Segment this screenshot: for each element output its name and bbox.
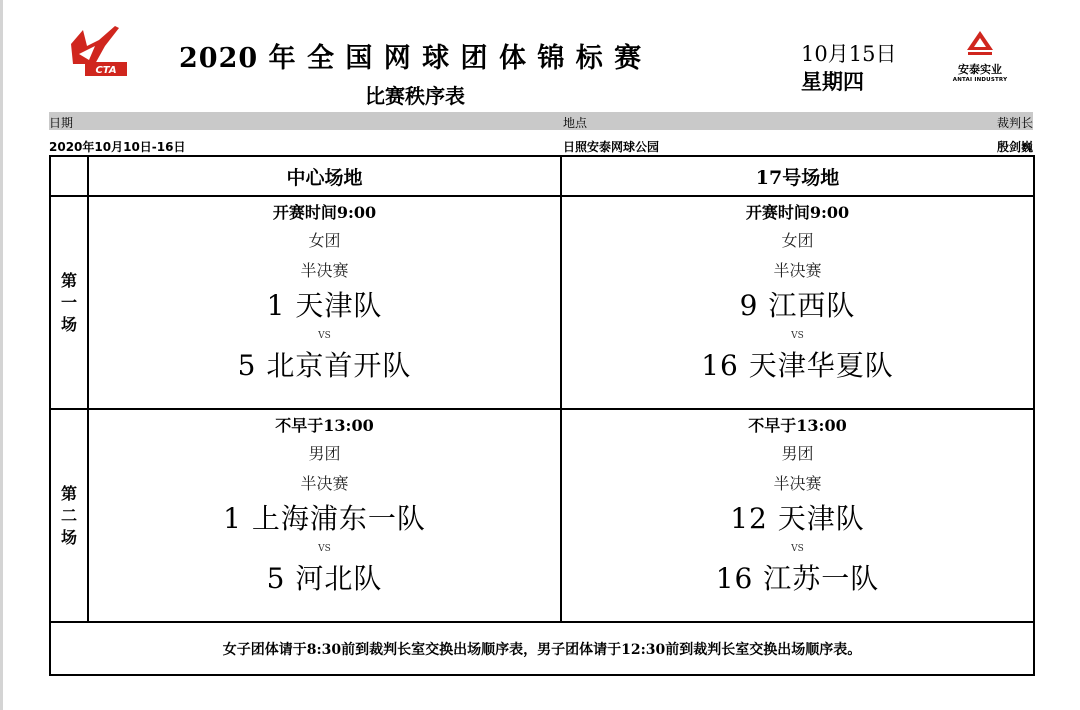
team-two: 16 江苏一队	[715, 562, 880, 596]
schedule-table	[49, 155, 1035, 676]
round-label: 第 一 场	[50, 196, 88, 409]
match-stage: 半决赛	[300, 261, 349, 281]
info-label-bar	[49, 112, 1033, 130]
info-value-row	[49, 136, 1033, 154]
footer-row	[50, 622, 1034, 675]
team-one: 1 天津队	[266, 289, 383, 323]
round-label: 第 二 场	[50, 409, 88, 622]
match-time: 开赛时间9:00	[745, 203, 850, 223]
team-two: 5 河北队	[266, 562, 383, 596]
referee-label: 裁判长	[996, 116, 1033, 130]
date-label: 日期	[49, 116, 74, 130]
team-one: 12 天津队	[730, 502, 865, 536]
match-category: 女团	[308, 231, 341, 251]
event-title: 2020 年 全 国 网 球 团 体 锦 标 赛	[179, 43, 643, 74]
court-header-row	[50, 156, 1034, 196]
match-date: 10月15日	[801, 42, 897, 66]
versus-label: VS	[791, 544, 804, 555]
header-corner-cell	[50, 156, 88, 196]
viewer-left-edge	[0, 0, 3, 710]
footer-note: 女子团体请于8:30前到裁判长室交换出场顺序表，男子团体请于12:30前到裁判长室交换出场顺序表。	[50, 622, 1034, 675]
court-header: 中心场地	[88, 156, 561, 196]
referee-name: 殷剑巍	[996, 140, 1033, 154]
cta-logo-text: CTA	[95, 65, 117, 76]
match-category: 男团	[308, 444, 341, 464]
round-row	[50, 196, 1034, 409]
match-date-block	[801, 40, 896, 96]
sponsor-mark-icon	[965, 30, 995, 56]
round-row	[50, 409, 1034, 622]
cta-logo	[65, 24, 129, 78]
match-time: 开赛时间9:00	[272, 203, 377, 223]
match-category: 男团	[781, 444, 814, 464]
versus-label: VS	[318, 544, 331, 555]
match-cell	[561, 409, 1034, 622]
match-category: 女团	[781, 231, 814, 251]
venue-label: 地点	[563, 116, 588, 130]
match-cell	[561, 196, 1034, 409]
court-header: 17号场地	[561, 156, 1034, 196]
sponsor-logo	[945, 30, 1015, 83]
versus-label: VS	[318, 331, 331, 342]
team-one: 9 江西队	[739, 289, 856, 323]
match-stage: 半决赛	[773, 261, 822, 281]
team-two: 16 天津华夏队	[701, 349, 894, 383]
schedule-sheet	[49, 0, 1033, 710]
match-time: 不早于13:00	[275, 416, 374, 436]
team-two: 5 北京首开队	[237, 349, 412, 383]
match-stage: 半决赛	[300, 474, 349, 494]
team-one: 1 上海浦东一队	[223, 502, 426, 536]
match-stage: 半决赛	[773, 474, 822, 494]
match-cell	[88, 196, 561, 409]
page-subtitle: 比赛秩序表	[365, 84, 465, 108]
sponsor-english-name: ANTAI INDUSTRY	[952, 77, 1008, 83]
match-cell	[88, 409, 561, 622]
versus-label: VS	[791, 331, 804, 342]
match-time: 不早于13:00	[748, 416, 847, 436]
date-range: 2020年10月10日-16日	[49, 140, 186, 154]
venue-name: 日照安泰网球公园	[563, 140, 660, 154]
sponsor-name: 安泰实业	[958, 63, 1002, 76]
match-weekday: 星期四	[801, 69, 864, 94]
